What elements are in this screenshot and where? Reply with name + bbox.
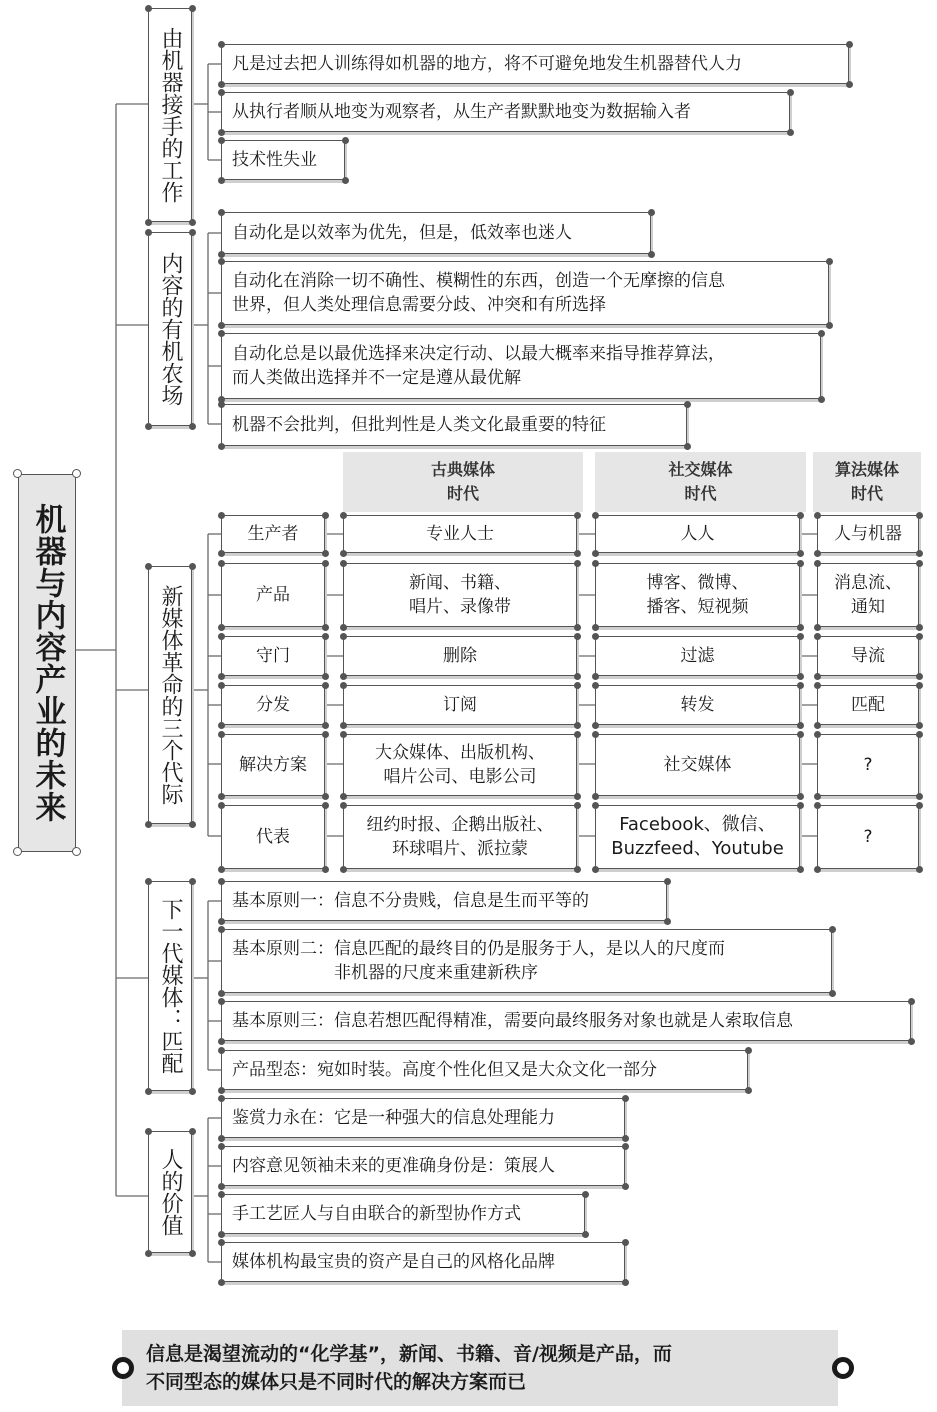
corner-dot: [818, 330, 825, 337]
corner-dot: [622, 1279, 629, 1286]
mindmap-root-title: 机器与内容产业的未来: [18, 474, 76, 852]
corner-dot: [787, 89, 794, 96]
corner-dot: [592, 793, 599, 800]
corner-dot: [145, 1088, 152, 1095]
corner-dot: [218, 731, 225, 738]
corner-dot: [916, 512, 923, 519]
node-item: 技术性失业: [221, 140, 345, 180]
category-three-generations: 新媒体革命的三个代际: [148, 566, 192, 824]
corner-dot: [787, 129, 794, 136]
root-corner-handle: [13, 469, 22, 478]
category-organic-farm: 内容的有机农场: [148, 232, 192, 426]
corner-dot: [322, 673, 329, 680]
corner-dot: [846, 41, 853, 48]
corner-dot: [574, 624, 581, 631]
corner-dot: [218, 1038, 225, 1045]
table-cell: 大众媒体、出版机构、 唱片公司、电影公司: [343, 734, 577, 796]
corner-dot: [826, 258, 833, 265]
corner-dot: [622, 1095, 629, 1102]
corner-dot: [322, 633, 329, 640]
corner-dot: [189, 821, 196, 828]
table-cell: 转发: [595, 685, 800, 725]
corner-dot: [797, 793, 804, 800]
corner-dot: [797, 673, 804, 680]
corner-dot: [814, 633, 821, 640]
corner-dot: [797, 624, 804, 631]
corner-dot: [340, 550, 347, 557]
corner-dot: [322, 512, 329, 519]
corner-dot: [592, 633, 599, 640]
corner-dot: [218, 926, 225, 933]
corner-dot: [189, 1250, 196, 1257]
corner-dot: [340, 512, 347, 519]
table-cell: 匹配: [817, 685, 919, 725]
corner-dot: [322, 802, 329, 809]
corner-dot: [574, 512, 581, 519]
corner-dot: [218, 129, 225, 136]
corner-dot: [145, 5, 152, 12]
corner-dot: [189, 219, 196, 226]
corner-dot: [218, 673, 225, 680]
corner-dot: [574, 550, 581, 557]
table-cell: 纽约时报、企鹅出版社、 环球唱片、派拉蒙: [343, 805, 577, 869]
node-item: 从执行者顺从地变为观察者，从生产者默默地变为数据输入者: [221, 92, 790, 132]
corner-dot: [664, 918, 671, 925]
corner-dot: [218, 878, 225, 885]
corner-dot: [189, 423, 196, 430]
corner-dot: [340, 866, 347, 873]
corner-dot: [846, 81, 853, 88]
node-item: 鉴赏力永在：它是一种强大的信息处理能力: [221, 1098, 625, 1138]
corner-dot: [218, 1183, 225, 1190]
root-corner-handle: [72, 469, 81, 478]
table-cell: 博客、微博、 播客、短视频: [595, 563, 800, 627]
corner-dot: [145, 1250, 152, 1257]
corner-dot: [218, 1191, 225, 1198]
corner-dot: [622, 1183, 629, 1190]
root-corner-handle: [13, 847, 22, 856]
corner-dot: [322, 722, 329, 729]
corner-dot: [574, 793, 581, 800]
corner-dot: [797, 866, 804, 873]
corner-dot: [916, 793, 923, 800]
corner-dot: [814, 793, 821, 800]
corner-dot: [340, 633, 347, 640]
node-item: 自动化是以效率为优先，但是，低效率也迷人: [221, 212, 651, 254]
corner-dot: [916, 633, 923, 640]
table-cell: 订阅: [343, 685, 577, 725]
corner-dot: [218, 1231, 225, 1238]
column-header-classic: 古典媒体 时代: [343, 452, 583, 512]
corner-dot: [218, 1095, 225, 1102]
corner-dot: [218, 322, 225, 329]
corner-dot: [814, 550, 821, 557]
corner-dot: [218, 633, 225, 640]
table-cell: 社交媒体: [595, 734, 800, 796]
corner-dot: [218, 1047, 225, 1054]
corner-dot: [814, 731, 821, 738]
corner-dot: [574, 722, 581, 729]
corner-dot: [829, 926, 836, 933]
row-header: 守门: [221, 636, 325, 676]
corner-dot: [218, 330, 225, 337]
corner-dot: [145, 423, 152, 430]
corner-dot: [218, 682, 225, 689]
corner-dot: [829, 990, 836, 997]
row-header: 解决方案: [221, 734, 325, 796]
corner-dot: [592, 682, 599, 689]
node-item: 自动化在消除一切不确性、模糊性的东西，创造一个无摩擦的信息 世界，但人类处理信息需要分歧、冲突和有所选择: [221, 261, 829, 325]
corner-dot: [797, 512, 804, 519]
corner-dot: [916, 624, 923, 631]
corner-dot: [814, 866, 821, 873]
corner-dot: [218, 550, 225, 557]
column-header-social: 社交媒体 时代: [595, 452, 806, 512]
table-cell: 新闻、书籍、 唱片、录像带: [343, 563, 577, 627]
footer-ring-left-icon: [112, 1357, 134, 1379]
corner-dot: [592, 731, 599, 738]
corner-dot: [322, 731, 329, 738]
corner-dot: [916, 682, 923, 689]
corner-dot: [218, 998, 225, 1005]
corner-dot: [908, 998, 915, 1005]
corner-dot: [814, 682, 821, 689]
corner-dot: [218, 793, 225, 800]
table-cell: Facebook、微信、 Buzzfeed、Youtube: [595, 805, 800, 869]
corner-dot: [648, 209, 655, 216]
node-item: 基本原则三：信息若想匹配得精准，需要向最终服务对象也就是人索取信息: [221, 1001, 911, 1041]
corner-dot: [574, 866, 581, 873]
corner-dot: [684, 443, 691, 450]
corner-dot: [218, 990, 225, 997]
corner-dot: [592, 866, 599, 873]
corner-dot: [664, 878, 671, 885]
corner-dot: [218, 866, 225, 873]
corner-dot: [322, 866, 329, 873]
node-item: 基本原则二：信息匹配的最终目的仍是服务于人，是以人的尺度而 非机器的尺度来重建新秩序: [221, 929, 832, 993]
node-item: 产品型态：宛如时装。高度个性化但又是大众文化一部分: [221, 1050, 748, 1090]
corner-dot: [340, 673, 347, 680]
corner-dot: [340, 560, 347, 567]
corner-dot: [218, 41, 225, 48]
node-item: 机器不会批判，但批判性是人类文化最重要的特征: [221, 404, 687, 446]
corner-dot: [916, 866, 923, 873]
corner-dot: [592, 722, 599, 729]
node-item: 手工艺匠人与自由联合的新型协作方式: [221, 1194, 585, 1234]
corner-dot: [218, 512, 225, 519]
node-item: 内容意见领袖未来的更准确身份是：策展人: [221, 1146, 625, 1186]
node-item: 媒体机构最宝贵的资产是自己的风格化品牌: [221, 1242, 625, 1282]
corner-dot: [145, 821, 152, 828]
corner-dot: [145, 563, 152, 570]
corner-dot: [189, 878, 196, 885]
corner-dot: [648, 251, 655, 258]
corner-dot: [814, 722, 821, 729]
corner-dot: [814, 560, 821, 567]
corner-dot: [814, 673, 821, 680]
corner-dot: [322, 793, 329, 800]
corner-dot: [218, 137, 225, 144]
corner-dot: [340, 722, 347, 729]
table-cell: ?: [817, 734, 919, 796]
corner-dot: [745, 1087, 752, 1094]
corner-dot: [322, 560, 329, 567]
corner-dot: [574, 682, 581, 689]
corner-dot: [342, 177, 349, 184]
corner-dot: [189, 1128, 196, 1135]
table-cell: 导流: [817, 636, 919, 676]
corner-dot: [797, 550, 804, 557]
node-item: 自动化总是以最优选择来决定行动、以最大概率来指导推荐算法， 而人类做出选择并不一定是遵从最优解: [221, 333, 821, 399]
footer-conclusion: 信息是渴望流动的“化学基”，新闻、书籍、音/视频是产品，而 不同型态的媒体只是不同时代的解决方案而已: [122, 1330, 838, 1406]
corner-dot: [916, 550, 923, 557]
corner-dot: [797, 731, 804, 738]
table-cell: ?: [817, 805, 919, 869]
corner-dot: [189, 229, 196, 236]
corner-dot: [818, 396, 825, 403]
row-header: 生产者: [221, 515, 325, 553]
corner-dot: [814, 512, 821, 519]
corner-dot: [814, 802, 821, 809]
table-cell: 人人: [595, 515, 800, 553]
corner-dot: [797, 682, 804, 689]
corner-dot: [797, 560, 804, 567]
corner-dot: [622, 1239, 629, 1246]
corner-dot: [218, 89, 225, 96]
corner-dot: [218, 1239, 225, 1246]
corner-dot: [145, 219, 152, 226]
corner-dot: [322, 682, 329, 689]
corner-dot: [218, 624, 225, 631]
corner-dot: [592, 802, 599, 809]
corner-dot: [745, 1047, 752, 1054]
corner-dot: [574, 633, 581, 640]
corner-dot: [592, 673, 599, 680]
corner-dot: [145, 229, 152, 236]
corner-dot: [322, 624, 329, 631]
corner-dot: [218, 209, 225, 216]
corner-dot: [574, 802, 581, 809]
corner-dot: [582, 1231, 589, 1238]
corner-dot: [797, 802, 804, 809]
corner-dot: [916, 731, 923, 738]
corner-dot: [340, 682, 347, 689]
corner-dot: [814, 624, 821, 631]
table-cell: 过滤: [595, 636, 800, 676]
corner-dot: [592, 550, 599, 557]
corner-dot: [916, 560, 923, 567]
corner-dot: [342, 137, 349, 144]
corner-dot: [916, 802, 923, 809]
node-item: 凡是过去把人训练得如机器的地方，将不可避免地发生机器替代人力: [221, 44, 849, 84]
corner-dot: [340, 802, 347, 809]
corner-dot: [582, 1191, 589, 1198]
corner-dot: [145, 878, 152, 885]
row-header: 分发: [221, 685, 325, 725]
corner-dot: [218, 251, 225, 258]
corner-dot: [189, 5, 196, 12]
category-next-gen-media: 下一代媒体：匹配: [148, 881, 192, 1091]
corner-dot: [218, 1135, 225, 1142]
corner-dot: [592, 624, 599, 631]
corner-dot: [218, 560, 225, 567]
corner-dot: [916, 673, 923, 680]
corner-dot: [574, 673, 581, 680]
root-corner-handle: [72, 847, 81, 856]
table-cell: 人与机器: [817, 515, 919, 553]
corner-dot: [826, 322, 833, 329]
corner-dot: [592, 512, 599, 519]
corner-dot: [684, 401, 691, 408]
corner-dot: [218, 1279, 225, 1286]
table-cell: 删除: [343, 636, 577, 676]
corner-dot: [340, 624, 347, 631]
corner-dot: [908, 1038, 915, 1045]
row-header: 代表: [221, 805, 325, 869]
corner-dot: [916, 722, 923, 729]
corner-dot: [218, 722, 225, 729]
row-header: 产品: [221, 563, 325, 627]
corner-dot: [218, 1087, 225, 1094]
corner-dot: [189, 1088, 196, 1095]
column-header-algorithm: 算法媒体 时代: [813, 452, 921, 512]
corner-dot: [218, 1143, 225, 1150]
corner-dot: [218, 401, 225, 408]
corner-dot: [592, 560, 599, 567]
corner-dot: [574, 560, 581, 567]
footer-ring-right-icon: [832, 1357, 854, 1379]
corner-dot: [322, 550, 329, 557]
category-human-value: 人的价值: [148, 1131, 192, 1253]
corner-dot: [218, 258, 225, 265]
corner-dot: [189, 563, 196, 570]
node-item: 基本原则一：信息不分贵贱，信息是生而平等的: [221, 881, 667, 921]
corner-dot: [218, 443, 225, 450]
corner-dot: [218, 177, 225, 184]
corner-dot: [340, 793, 347, 800]
corner-dot: [340, 731, 347, 738]
table-cell: 专业人士: [343, 515, 577, 553]
table-cell: 消息流、 通知: [817, 563, 919, 627]
corner-dot: [218, 918, 225, 925]
category-machine-jobs: 由机器接手的工作: [148, 8, 192, 222]
corner-dot: [622, 1143, 629, 1150]
corner-dot: [622, 1135, 629, 1142]
corner-dot: [145, 1128, 152, 1135]
corner-dot: [218, 802, 225, 809]
corner-dot: [797, 633, 804, 640]
corner-dot: [574, 731, 581, 738]
corner-dot: [218, 81, 225, 88]
corner-dot: [797, 722, 804, 729]
